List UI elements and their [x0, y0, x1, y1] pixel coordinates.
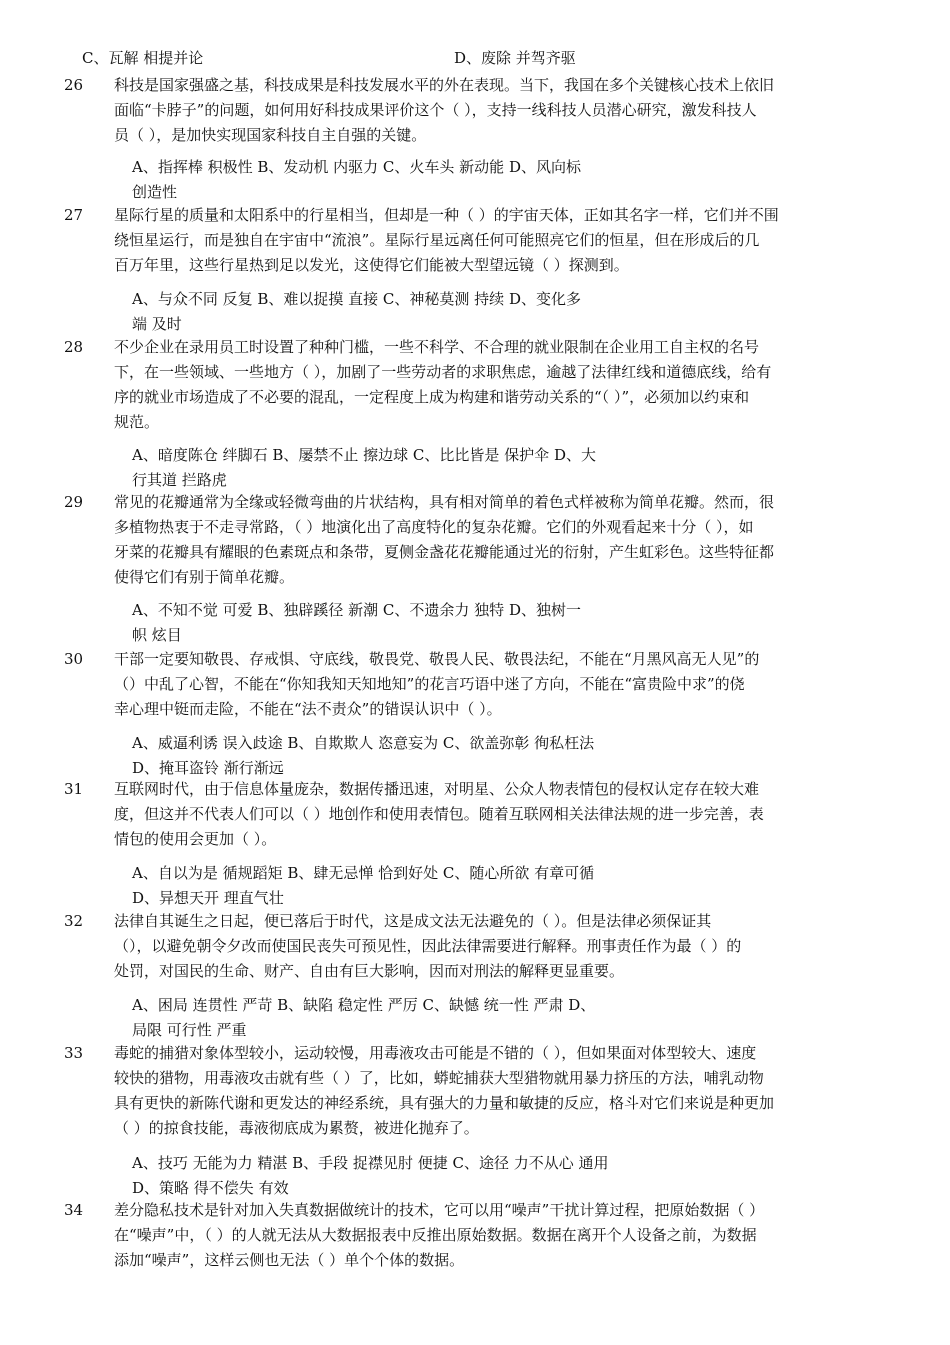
question-number: 28	[64, 338, 84, 356]
stem-line: 在“噪声”中，（ ）的人就无法从大数据报表中反推出原始数据。数据在离开个人设备之前，为数据	[114, 1226, 757, 1244]
stem-line: 互联网时代，由于信息体量庞杂，数据传播迅速，对明星、公众人物表情包的侵权认定存在较大难	[114, 780, 760, 798]
question-options	[132, 287, 872, 337]
option-d: D、废除 并驾齐驱	[454, 49, 576, 67]
previous-question-options	[82, 46, 882, 72]
question-stem	[114, 647, 864, 722]
stem-line: 常见的花瓣通常为全缘或轻微弯曲的片状结构，具有相对简单的着色式样被称为简单花瓣。然而，很	[114, 493, 775, 511]
question-stem	[114, 1041, 864, 1141]
question-number: 34	[64, 1201, 84, 1219]
question-options	[132, 993, 872, 1043]
stem-line: 添加“噪声”，这样云侧也无法（ ）单个个体的数据。	[114, 1251, 465, 1269]
stem-line: 具有更快的新陈代谢和更发达的神经系统，具有强大的力量和敏捷的反应，格斗对它们来说是种更加	[114, 1094, 775, 1112]
question-options	[132, 861, 872, 911]
question-options	[132, 1151, 872, 1201]
question-stem	[114, 335, 864, 435]
stem-line: 规范。	[114, 413, 160, 431]
options-line: 端 及时	[132, 315, 182, 333]
question-options	[132, 731, 872, 781]
options-line: A、不知不觉 可爱 B、独辟蹊径 新潮 C、不遗余力 独特 D、独树一	[132, 601, 581, 619]
stem-line: 幸心理中铤而走险，不能在“法不责众”的错误认识中（ ）。	[114, 700, 502, 718]
options-line: D、策略 得不偿失 有效	[132, 1179, 289, 1197]
options-line: A、困局 连贯性 严苛 B、缺陷 稳定性 严厉 C、缺憾 统一性 严肃 D、	[132, 996, 596, 1014]
question-number: 31	[64, 780, 84, 798]
options-line: 创造性	[132, 183, 178, 201]
stem-line: 下，在一些领域、一些地方（ ），加剧了一些劳动者的求职焦虑，逾越了法律红线和道德底线，给有	[114, 363, 772, 381]
question-options	[132, 598, 872, 648]
question-number: 29	[64, 493, 84, 511]
stem-line: 处罚，对国民的生命、财产、自由有巨大影响，因而对刑法的解释更显重要。	[114, 962, 625, 980]
question-number: 26	[64, 76, 84, 94]
option-c: C、瓦解 相提并论	[82, 49, 204, 67]
stem-line: （ ）的掠食技能，毒液彻底成为累赘，被进化抛弃了。	[114, 1119, 479, 1137]
options-line: A、指挥棒 积极性 B、发动机 内驱力 C、火车头 新动能 D、风向标	[132, 158, 581, 176]
options-line: A、自以为是 循规蹈矩 B、肆无忌惮 恰到好处 C、随心所欲 有章可循	[132, 864, 595, 882]
options-line: A、暗度陈仓 绊脚石 B、屡禁不止 擦边球 C、比比皆是 保护伞 D、大	[132, 446, 596, 464]
stem-line: 星际行星的质量和太阳系中的行星相当，但却是一种（ ）的宇宙天体，正如其名字一样，它们并不围	[114, 206, 779, 224]
question-stem	[114, 73, 864, 148]
question-stem	[114, 777, 864, 852]
stem-line: （），以避免朝令夕改而使国民丧失可预见性，因此法律需要进行解释。刑事责任作为最（ ）的	[114, 937, 742, 955]
stem-line: 情包的使用会更加（ ）。	[114, 830, 277, 848]
question-stem	[114, 490, 864, 590]
stem-line: 面临“卡脖子”的问题，如何用好科技成果评价这个（ ），支持一线科技人员潜心研究，激发科技人	[114, 101, 757, 119]
options-line: 局限 可行性 严重	[132, 1021, 247, 1039]
question-options	[132, 443, 872, 493]
stem-line: 牙菜的花瓣具有耀眼的色素斑点和条带，夏侧金盏花花瓣能通过光的衍射，产生虹彩色。这些特征都	[114, 543, 775, 561]
stem-line: 序的就业市场造成了不必要的混乱，一定程度上成为构建和谐劳动关系的“（ ）”，必须加以约束和	[114, 388, 750, 406]
stem-line: 不少企业在录用员工时设置了种种门槛，一些不科学、不合理的就业限制在企业用工自主权的名号	[114, 338, 760, 356]
stem-line: 毒蛇的捕猎对象体型较小，运动较慢，用毒液攻击可能是不错的（ ），但如果面对体型较大、速度	[114, 1044, 757, 1062]
question-number: 30	[64, 650, 84, 668]
stem-line: 多植物热衷于不走寻常路，（ ）地演化出了高度特化的复杂花瓣。它们的外观看起来十分（ ），如	[114, 518, 754, 536]
options-line: A、与众不同 反复 B、难以捉摸 直接 C、神秘莫测 持续 D、变化多	[132, 290, 581, 308]
options-line: A、技巧 无能为力 精湛 B、手段 捉襟见肘 便捷 C、途径 力不从心 通用	[132, 1154, 609, 1172]
stem-line: 绕恒星运行，而是独自在宇宙中“流浪”。星际行星远离任何可能照亮它们的恒星，但在形成后的几	[114, 231, 760, 249]
options-line: 帜 炫目	[132, 626, 182, 644]
stem-line: 法律自其诞生之日起，便已落后于时代，这是成文法无法避免的（ ）。但是法律必须保证其	[114, 912, 712, 930]
stem-line: 差分隐私技术是针对加入失真数据做统计的技术，它可以用“噪声”干扰计算过程，把原始数据（ ）	[114, 1201, 765, 1219]
options-line: D、掩耳盗铃 渐行渐远	[132, 759, 284, 777]
stem-line: 使得它们有别于简单花瓣。	[114, 568, 295, 586]
question-options	[132, 155, 872, 205]
question-stem	[114, 1198, 864, 1273]
options-line: 行其道 拦路虎	[132, 471, 227, 489]
stem-line: 百万年里，这些行星热到足以发光，这使得它们能被大型望远镜（ ）探测到。	[114, 256, 629, 274]
stem-line: （）中乱了心智，不能在“你知我知天知地知”的花言巧语中迷了方向，不能在“富贵险中求”的侥	[114, 675, 745, 693]
stem-line: 度，但这并不代表人们可以（ ）地创作和使用表情包。随着互联网相关法律法规的进一步完善，表	[114, 805, 764, 823]
question-number: 33	[64, 1044, 84, 1062]
question-stem	[114, 909, 864, 984]
stem-line: 干部一定要知敬畏、存戒惧、守底线，敬畏党、敬畏人民、敬畏法纪，不能在“月黑风高无人见”的	[114, 650, 760, 668]
options-line: D、异想天开 理直气壮	[132, 889, 284, 907]
question-stem	[114, 203, 864, 278]
stem-line: 较快的猎物，用毒液攻击就有些（ ）了，比如，蟒蛇捕获大型猎物就用暴力挤压的方法，哺乳动物	[114, 1069, 764, 1087]
question-number: 27	[64, 206, 84, 224]
stem-line: 员（ ），是加快实现国家科技自主自强的关键。	[114, 126, 427, 144]
options-line: A、威逼利诱 误入歧途 B、自欺欺人 恣意妄为 C、欲盖弥彰 徇私枉法	[132, 734, 595, 752]
question-number: 32	[64, 912, 84, 930]
stem-line: 科技是国家强盛之基，科技成果是科技发展水平的外在表现。当下，我国在多个关键核心技术上依旧	[114, 76, 775, 94]
